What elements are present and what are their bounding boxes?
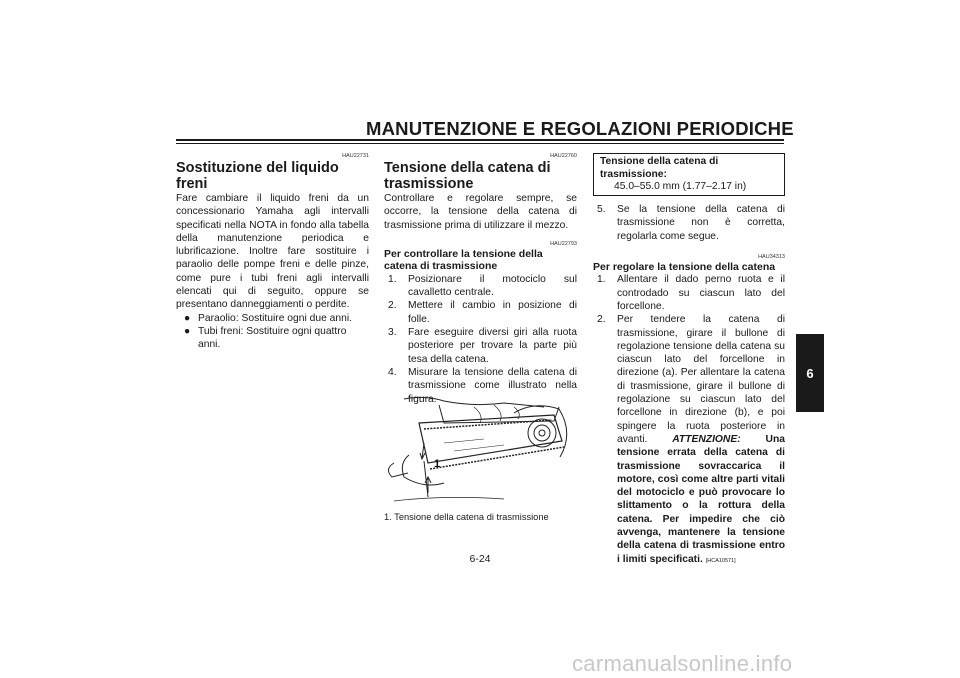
subsection-heading: Per regolare la tensione della catena bbox=[593, 260, 776, 273]
bullet-icon: ● bbox=[184, 312, 191, 324]
step-item: 2. Mettere il cambio in posizione di folle. bbox=[388, 300, 577, 325]
section-heading: Sostituzione del liquido freni bbox=[176, 160, 339, 192]
spec-value: 45.0–55.0 mm (1.77–2.17 in) bbox=[614, 181, 747, 192]
chain-tension-illustration bbox=[384, 393, 574, 505]
body-text: Controllare e regolare sempre, se occorre, la tensione della catena di trasmissione prima di utilizzare il mezzo. bbox=[384, 193, 577, 231]
bullet-item: ● Paraolio: Sostituire ogni due anni. bbox=[184, 312, 352, 324]
warning-code: [HCA10571] bbox=[705, 557, 736, 564]
warning-text: Una tensione errata della catena di trasmissione sovraccarica il motore, così come altre parti vitali del motociclo e può provocare lo slittamento o la rottura della catena. Per impedire che ciò avvenga, mantenere la tensione della catena di trasmissione entro i limiti specificati. bbox=[617, 433, 785, 565]
section-code: HAU22731 bbox=[342, 153, 369, 159]
step-item: 2. Per tendere la catena di trasmissione, girare il bullone di regolazione tensione della catena su ciascun lato del forcellone in direzione (a). Per allentare la catena di trasmissione, girare il bullone di regolazione su ciascun lato del forcellone in direzione (b), e poi spingere la ruota posteriore in avanti. ATTENZIONE: Una tensione errata della catena di trasmissione sovraccarica il motore, così come altre parti vitali del motociclo e può provocare lo slittamento o la rottura della catena. Per impedire che ciò avvenga, mantenere la tensione della catena di trasmissione entro i limiti specificati. [HCA10571] bbox=[597, 314, 785, 565]
section-heading: Tensione della catena di trasmissione bbox=[384, 160, 551, 192]
bullet-icon: ● bbox=[184, 325, 191, 337]
header-rule bbox=[176, 139, 784, 141]
middle-column bbox=[384, 153, 577, 406]
warning-label: ATTENZIONE: bbox=[672, 433, 741, 445]
step-item: 1. Posizionare il motociclo sul cavalletto centrale. bbox=[388, 273, 577, 299]
figure-callout-1: 1 bbox=[434, 458, 441, 470]
subsection-code: HAU34313 bbox=[758, 253, 785, 260]
watermark: carmanualsonline.info bbox=[572, 651, 793, 676]
subsection-code: HAU22793 bbox=[550, 240, 577, 247]
bullet-item: ● Tubi freni: Sostituire ogni quattro anni. bbox=[184, 325, 347, 351]
step-item: 5. Se la tensione della catena di trasmissione non è corretta, regolarla come segue. bbox=[597, 204, 785, 242]
section-code: HAU22760 bbox=[550, 153, 577, 159]
step-item: 3. Fare eseguire diversi giri alla ruota posteriore per trovare la parte più tesa della catena. bbox=[388, 327, 577, 365]
step-item: 1. Allentare il dado perno ruota e il controdado su ciascun lato del forcellone. bbox=[597, 274, 785, 312]
header-rule-thin bbox=[176, 143, 784, 144]
body-text: Fare cambiare il liquido freni da un concessionario Yamaha agli intervalli specificati nella NOTA in fondo alla tabella della manutenzione periodica e lubrificazione. Inoltre fare sostituire i paraolio delle pompe freni e delle pinze, come pure i tubi freni agli intervalli elencati qui di seguito, oppure se presentano danneggiamenti o perdite. bbox=[176, 193, 369, 311]
spec-title: Tensione della catena di trasmissione: bbox=[600, 156, 719, 180]
right-column bbox=[593, 203, 785, 568]
step-item: 4. Misurare la tensione della catena di trasmissione come illustrato nella figura. bbox=[388, 366, 577, 405]
figure-caption: 1. Tensione della catena di trasmissione bbox=[384, 512, 549, 522]
page-header-title: MANUTENZIONE E REGOLAZIONI PERIODICHE bbox=[366, 118, 794, 139]
chapter-tab[interactable]: 6 bbox=[796, 334, 824, 412]
subsection-heading: Per controllare la tensione della catena di trasmissione bbox=[384, 247, 543, 273]
spec-box bbox=[593, 153, 785, 196]
left-column bbox=[176, 153, 369, 352]
page-number: 6-24 bbox=[469, 553, 491, 565]
